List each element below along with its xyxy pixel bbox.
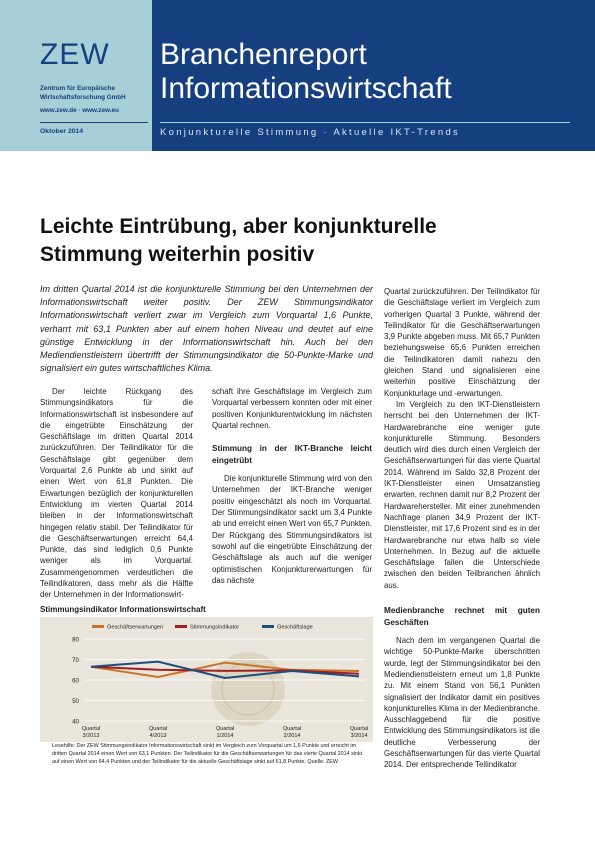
zew-logo: ZEW xyxy=(40,38,110,71)
paragraph: Nach dem im vergangenen Quartal die wichtige 50-Punkte-Marke überschritten wurde, legt der Stimmungsindikator bei den Mediendienstleistern erneut um 1,8 Punkte zu. Mit einem Stand von 56,1 Punkten signalisiert der Indikator damit ein positives konjunkturelles Klima in der Medienbranche. Ausschlaggebend für die positive Entwicklung des Stimmungsindikators ist die deutliche Verbesserung der Geschäftserwartungen für das vierte Quartal 2014. Der entsprechende Teilindikator xyxy=(384,636,540,770)
report-title-line1: Branchenreport xyxy=(160,38,367,71)
x-tick-label: Quartal xyxy=(282,726,302,732)
x-tick-label: 4/2013 xyxy=(149,733,167,739)
legend-label: Geschäftserwartungen xyxy=(107,624,164,631)
x-tick-label: Quartal xyxy=(215,726,235,732)
y-tick-label: 50 xyxy=(72,697,79,705)
section-heading-medien: Medienbranche rechnet mit guten Geschäften xyxy=(384,606,540,628)
y-tick-label: 40 xyxy=(72,718,79,726)
legend-swatch xyxy=(175,625,187,628)
chart-title: Stimmungsindikator Informationswirtschaft xyxy=(40,605,206,614)
institute-name: Zentrum für Europäische Wirtschaftsforschung GmbH xyxy=(40,85,126,101)
article-lead: Im dritten Quartal 2014 ist die konjunkturelle Stimmung bei den Unternehmen der Informationswirtschaft weiter positiv. Der ZEW Stimmungsindikator Informationswirtschaft verliert zwar im Vergleich zum Vorquartal 1,6 Punkte, verharrt mit 63,1 Punkten aber auf einem hohen Niveau und deutet auf eine günstige Entwicklung in der Informationswirtschaft hin. Auch bei den Mediendienstleistern übertrifft der Stimmungsindikator die 50-Punkte-Marke und signalisiert ein gutes wirtschaftliches Klima. xyxy=(40,284,373,374)
y-tick-label: 80 xyxy=(72,636,79,644)
institute-urls: www.zew.de · www.zew.eu xyxy=(40,107,119,114)
legend-swatch xyxy=(262,625,274,628)
chart-caption: Lesehilfe: Der ZEW Stimmungsindikator Informationswirtschaft sinkt im Vergleich zum Vorquartal um 1,6 Punkte und erreicht im dritten Quartal 2014 einen Wert von 63,1 Punkten. Der Teilindikator für die Geschäftserwartungen für das vierte Quartal 2014 sinkt auf einen Wert von 64,4 Punkten und der Teilindikator für die aktuelle Geschäftslage sinkt auf 61,8 Punkte. Quelle: ZEW xyxy=(52,743,363,765)
legend-label: Geschäftslage xyxy=(277,624,313,631)
y-tick-label: 70 xyxy=(72,656,79,664)
issue-date: Oktober 2014 xyxy=(40,128,84,135)
paragraph: Die konjunkturelle Stimmung wird von den Unternehmen der IKT-Branche weniger positiv eingeschätzt als noch im Vorquartal. Der Stimmungsindikator sackt um 3,4 Punkte ab und erreicht einen Wert von 65,7 Punkten. Der Rückgang des Stimmungsindikators ist sowohl auf die eingetrübte Einschätzung der Geschäftslage als auch auf die weniger optimistischen Konjunkturerwartungen für das nächste xyxy=(212,474,372,585)
y-tick-label: 60 xyxy=(72,677,79,685)
x-tick-label: 2/2014 xyxy=(283,733,301,739)
x-tick-label: Quartal xyxy=(81,726,101,732)
legend-swatch xyxy=(92,625,104,628)
header-divider-left xyxy=(40,122,148,123)
x-tick-label: Quartal xyxy=(349,726,369,732)
paragraph: Im Vergleich zu den IKT-Dienstleistern herrscht bei den Unternehmen der IKT-Hardwarebranche eine weniger gute konjunkturelle Stimmung. Besonders deutlich wird dies durch einen Vergleich der Geschäftserwartungen für das vierte Quartal 2014. Während im Saldo 32,8 Prozent der IKT-Dienstleister einen Umsatzanstieg erwarten, rechnen damit nur 8,2 Prozent der Hardwarehersteller. Mit einer zunehmenden Nachfrage planen 34,9 Prozent der IKT-Dienstleister, mit 17,6 Prozent sind es in der Hardwarebranche nur etwa halb so viele Unternehmen. In Bezug auf die aktuelle Geschäftslage fallen die Unterschiede zwischen den beiden Teilbranchen ähnlich aus. xyxy=(384,399,540,590)
column-3 xyxy=(384,286,540,771)
column-2 xyxy=(212,386,372,586)
legend-label: Stimmungsindikator xyxy=(190,624,240,631)
report-title-line2: Informationswirtschaft xyxy=(160,72,452,105)
paragraph: schaft ihre Geschäftslage im Vergleich zum Vorquartal verbessern konnten oder mit einer positiven Konjunkturentwicklung im nächsten Quartal rechnen. xyxy=(212,387,372,430)
paragraph: Der leichte Rückgang des Stimmungsindikators für die Informationswirtschaft ist insbesondere auf die eingetrübte Einschätzung der Geschäftslage im dritten Quartal 2014 zurückzuführen. Der Teilindikator für die Geschäftslage gibt gegenüber dem Vorquartal 2,6 Punkte ab und sinkt auf einen Wert von 61,8 Punkten. Die Erwartungen bezüglich der konjunkturellen Entwicklung im vierten Quartal 2014 bleiben in der Informationswirtschaft hingegen relativ stabil. Der Teilindikator für die Geschäftserwartungen erreicht 64,4 Punkte, das sind lediglich 0,6 Punkte weniger als im Vorquartal. Zusammengenommen verdeutlichen die Teilindikatoren, dass mehr als die Hälfte der Unternehmen in der Informationswirt- xyxy=(40,387,193,600)
x-tick-label: 3/2014 xyxy=(350,733,368,739)
x-tick-label: Quartal xyxy=(148,726,168,732)
x-tick-label: 1/2014 xyxy=(216,733,234,739)
report-subtitle: Konjunkturelle Stimmung · Aktuelle IKT-Trends xyxy=(160,127,461,138)
column-1 xyxy=(40,386,193,601)
line-chart xyxy=(40,617,373,742)
paragraph: Quartal zurückzuführen. Der Teilindikator für die Geschäftslage verliert im Vergleich zum vorherigen Quartal 3 Punkte, während der Teilindikator für die Geschäftserwartungen 3,9 Punkte abgeben muss. Mit 65,7 Punkten beziehungsweise 65,6 Punkten erreichen die Teilindikatoren damit nahezu den gleichen Stand und signalisieren eine weiterhin positive Einschätzung der Konjunkturlage und -erwartungen. xyxy=(384,287,540,398)
article-headline xyxy=(40,213,510,269)
section-heading-ikt: Stimmung in der IKT-Branche leicht eingetrübt xyxy=(212,444,372,466)
headline-line1: Leichte Eintrübung, aber konjunkturelle xyxy=(40,215,437,238)
report-title xyxy=(160,38,580,106)
header-divider-right xyxy=(160,122,570,123)
x-tick-label: 3/2013 xyxy=(82,733,100,739)
headline-line2: Stimmung weiterhin positiv xyxy=(40,243,315,266)
